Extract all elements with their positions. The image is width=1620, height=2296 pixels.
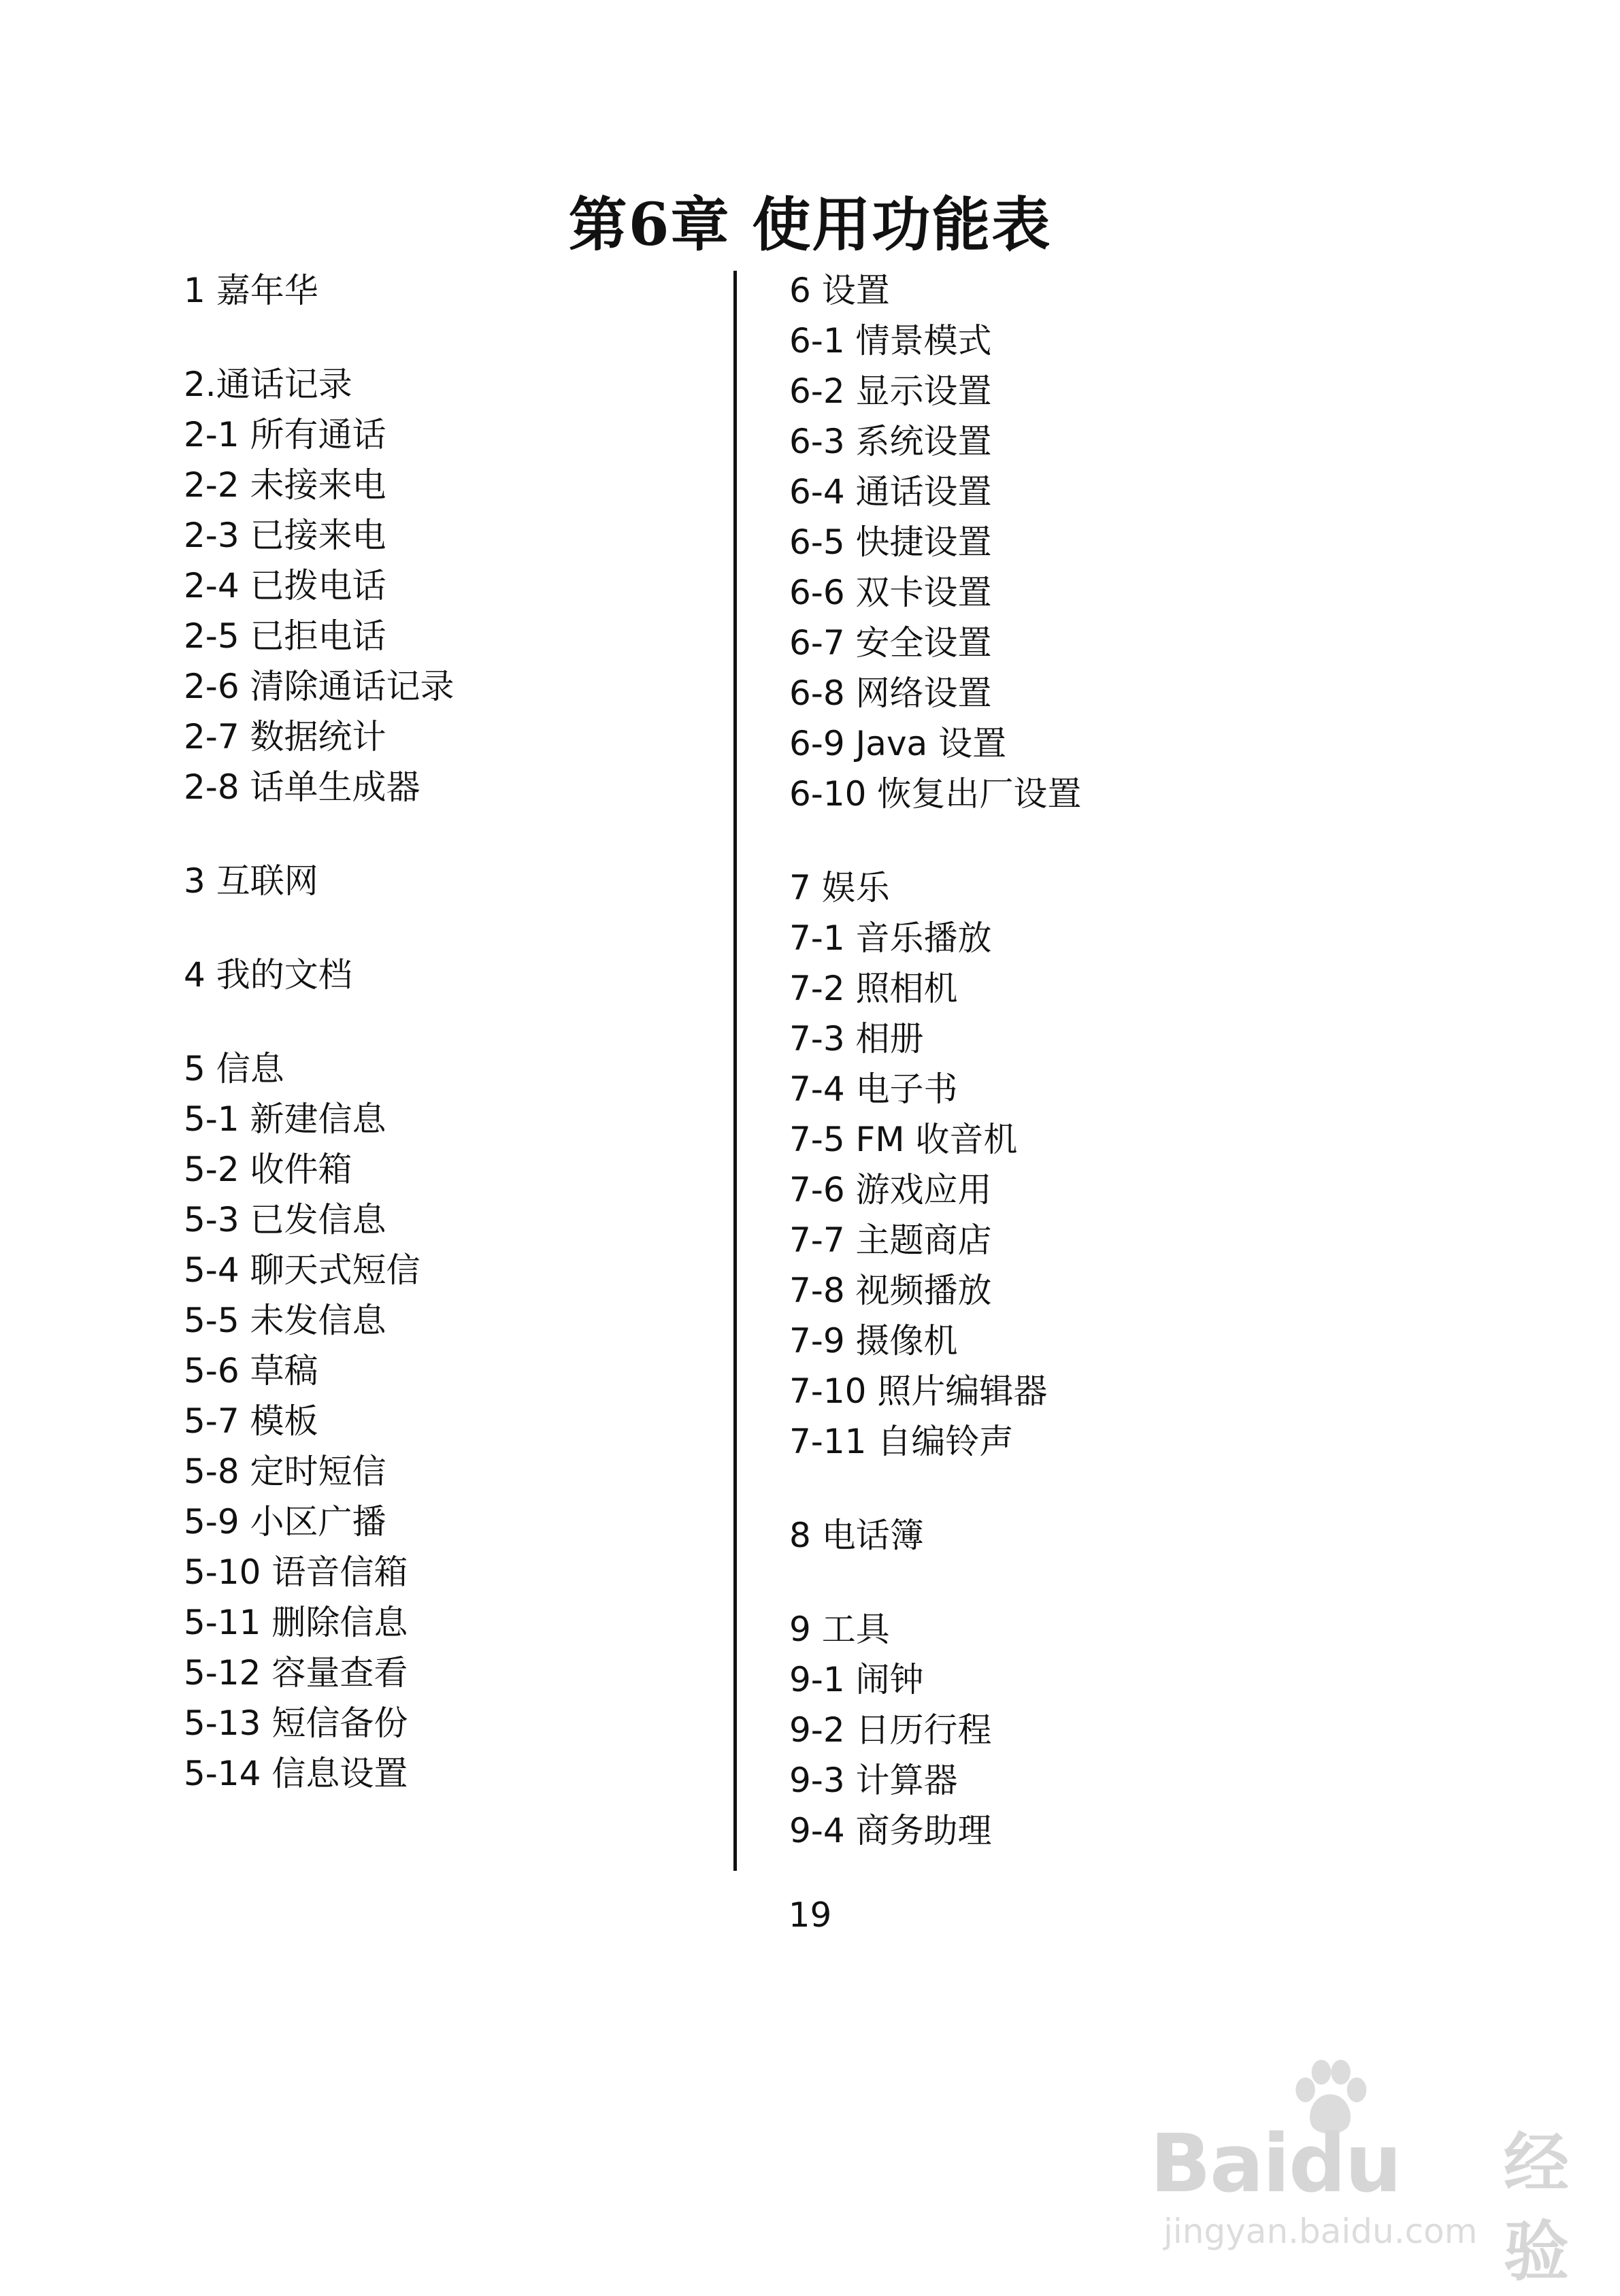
page-number: 19 bbox=[788, 1895, 832, 1935]
watermark-jingyan: 经验 bbox=[1504, 2125, 1569, 2290]
menu-item: 5-8 定时短信 bbox=[184, 1452, 386, 1491]
menu-item: 5-10 语音信箱 bbox=[184, 1552, 408, 1592]
menu-item: 6-1 情景模式 bbox=[789, 321, 992, 361]
menu-item: 2-5 已拒电话 bbox=[184, 616, 386, 656]
menu-item: 5-6 草稿 bbox=[184, 1351, 318, 1391]
menu-item: 2-3 已接来电 bbox=[184, 516, 386, 555]
menu-item: 6-8 网络设置 bbox=[789, 673, 992, 713]
menu-item: 6-2 显示设置 bbox=[789, 371, 992, 411]
menu-item: 5-12 容量查看 bbox=[184, 1653, 408, 1693]
page-title: 第6章 使用功能表 bbox=[568, 190, 1052, 259]
watermark-brand: Baidu bbox=[1150, 2116, 1401, 2210]
column-divider bbox=[733, 271, 737, 1871]
watermark-url: jingyan.baidu.com bbox=[1163, 2212, 1478, 2251]
menu-item: 7-6 游戏应用 bbox=[789, 1170, 992, 1210]
menu-item: 5-5 未发信息 bbox=[184, 1301, 386, 1340]
menu-item: 2-2 未接来电 bbox=[184, 465, 386, 505]
menu-item: 8 电话簿 bbox=[789, 1516, 924, 1555]
menu-item: 5-9 小区广播 bbox=[184, 1502, 386, 1542]
menu-item: 7-2 照相机 bbox=[789, 969, 958, 1008]
menu-item: 9 工具 bbox=[789, 1610, 890, 1649]
menu-item: 2.通话记录 bbox=[184, 365, 352, 404]
menu-item: 3 互联网 bbox=[184, 861, 318, 901]
menu-item: 5-11 删除信息 bbox=[184, 1603, 408, 1642]
menu-item: 1 嘉年华 bbox=[184, 271, 318, 310]
menu-item: 7-9 摄像机 bbox=[789, 1321, 958, 1361]
menu-list-right bbox=[789, 265, 1081, 1856]
menu-item: 2-8 话单生成器 bbox=[184, 767, 420, 807]
menu-item: 6-9 Java 设置 bbox=[789, 724, 1007, 763]
menu-item: 6-4 通话设置 bbox=[789, 472, 992, 512]
menu-item: 9-3 计算器 bbox=[789, 1761, 958, 1800]
menu-item: 2-7 数据统计 bbox=[184, 717, 386, 756]
menu-item: 7-11 自编铃声 bbox=[789, 1422, 1014, 1461]
menu-item: 6-10 恢复出厂设置 bbox=[789, 774, 1082, 814]
menu-item: 4 我的文档 bbox=[184, 955, 352, 995]
menu-item: 9-4 商务助理 bbox=[789, 1811, 992, 1850]
menu-item: 2-4 已拨电话 bbox=[184, 566, 386, 605]
menu-item: 5-3 已发信息 bbox=[184, 1200, 386, 1239]
menu-item: 5-13 短信备份 bbox=[184, 1703, 408, 1743]
menu-item: 9-1 闹钟 bbox=[789, 1660, 924, 1699]
menu-item: 2-6 清除通话记录 bbox=[184, 667, 454, 706]
menu-item: 6-3 系统设置 bbox=[789, 422, 992, 461]
menu-item: 5-2 收件箱 bbox=[184, 1150, 352, 1189]
menu-item: 5-4 聊天式短信 bbox=[184, 1250, 420, 1290]
menu-item: 7-8 视频播放 bbox=[789, 1271, 992, 1310]
menu-item: 2-1 所有通话 bbox=[184, 415, 386, 454]
menu-item: 6-5 快捷设置 bbox=[789, 522, 992, 562]
menu-item: 7-7 主题商店 bbox=[789, 1220, 992, 1260]
menu-item: 7-1 音乐播放 bbox=[789, 918, 992, 958]
menu-item: 5-1 新建信息 bbox=[184, 1099, 386, 1139]
menu-item: 7-4 电子书 bbox=[789, 1069, 958, 1109]
menu-item: 5-7 模板 bbox=[184, 1401, 318, 1441]
menu-item: 5 信息 bbox=[184, 1049, 284, 1088]
baidu-watermark bbox=[1150, 2054, 1569, 2290]
menu-item: 7-3 相册 bbox=[789, 1019, 924, 1059]
menu-item: 6-7 安全设置 bbox=[789, 623, 992, 663]
menu-item: 7 娱乐 bbox=[789, 868, 890, 908]
menu-item: 6 设置 bbox=[789, 271, 890, 310]
menu-item: 7-10 照片编辑器 bbox=[789, 1371, 1048, 1411]
menu-list-left bbox=[184, 265, 454, 1799]
menu-item: 6-6 双卡设置 bbox=[789, 573, 992, 612]
menu-item: 7-5 FM 收音机 bbox=[789, 1120, 1018, 1159]
menu-item: 9-2 日历行程 bbox=[789, 1710, 992, 1750]
menu-item: 5-14 信息设置 bbox=[184, 1754, 408, 1793]
